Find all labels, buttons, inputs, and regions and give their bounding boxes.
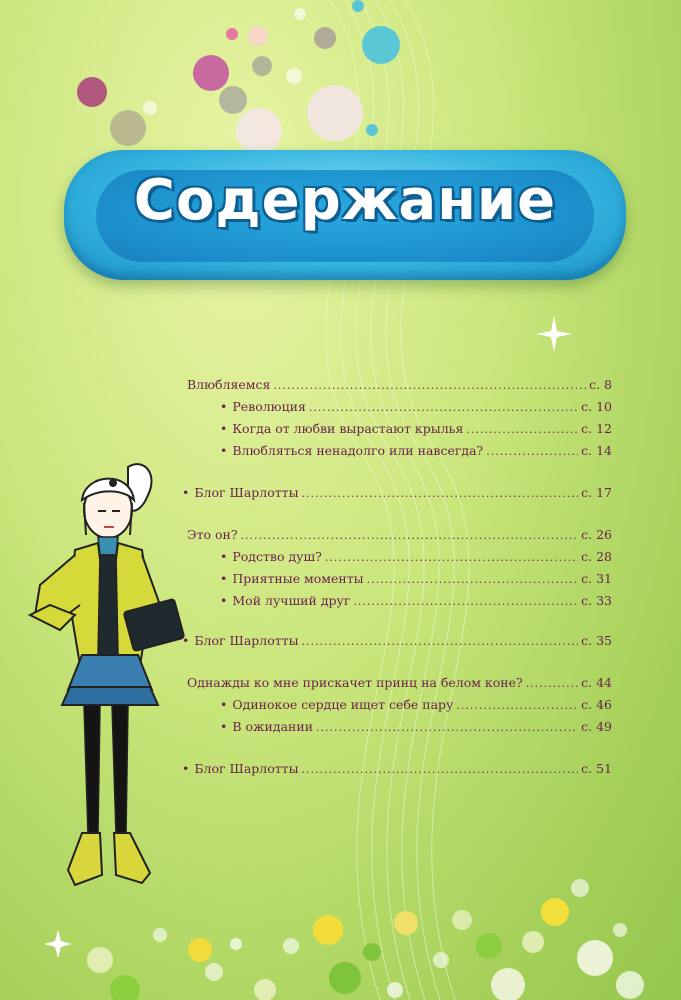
toc-entry xyxy=(182,675,612,695)
bottom-bubbles xyxy=(87,879,644,1000)
toc-entry xyxy=(182,571,612,591)
toc-leader-dots xyxy=(241,529,579,542)
toc-page-number: с. 44 xyxy=(581,675,612,690)
toc-entry xyxy=(182,633,612,653)
toc-page-number: с. 51 xyxy=(581,761,612,776)
toc-leader-dots xyxy=(456,699,578,712)
toc-entry-title: Одинокое сердце ищет себе пару xyxy=(232,697,454,712)
toc-page-number: с. 49 xyxy=(581,719,612,734)
toc-entry-title: Родство душ? xyxy=(232,549,322,564)
sparkle-icon xyxy=(536,316,572,352)
toc-bullet: • xyxy=(220,399,228,414)
toc-entry xyxy=(182,761,612,781)
toc-page-number: с. 46 xyxy=(581,697,612,712)
toc-entry-title: Когда от любви вырастают крылья xyxy=(232,421,464,436)
toc-bullet: • xyxy=(220,443,228,458)
toc-entry-title: В ожидании xyxy=(232,719,314,734)
toc-entry xyxy=(182,549,612,569)
toc-entry-title: Мой лучший друг xyxy=(232,593,351,608)
toc-entry xyxy=(182,593,612,613)
toc-bullet: • xyxy=(220,593,228,608)
toc-page-number: с. 28 xyxy=(581,549,612,564)
toc-bullet: • xyxy=(182,485,190,500)
toc-page-number: с. 10 xyxy=(581,399,612,414)
toc-page-number: с. 31 xyxy=(581,571,612,586)
toc-entry xyxy=(182,443,612,463)
toc-entry xyxy=(182,719,612,739)
toc-entry-title: Приятные моменты xyxy=(232,571,364,586)
toc-page-number: с. 14 xyxy=(581,443,612,458)
toc-page-number: с. 35 xyxy=(581,633,612,648)
toc-bullet: • xyxy=(220,549,228,564)
toc-leader-dots xyxy=(316,721,578,734)
toc-page-number: с. 17 xyxy=(581,485,612,500)
toc-entry-title: Блог Шарлотты xyxy=(194,761,299,776)
toc-leader-dots xyxy=(273,379,586,392)
toc-leader-dots xyxy=(466,423,578,436)
toc-bullet: • xyxy=(220,421,228,436)
toc-page-number: с. 8 xyxy=(589,377,612,392)
toc-leader-dots xyxy=(526,677,578,690)
toc-page-number: с. 33 xyxy=(581,593,612,608)
toc-entry-title: Влюбляемся xyxy=(187,377,271,392)
toc-page-number: с. 26 xyxy=(581,527,612,542)
toc-leader-dots xyxy=(302,487,579,500)
toc-bullet: • xyxy=(182,761,190,776)
toc-bullet: • xyxy=(220,719,228,734)
toc-leader-dots xyxy=(486,445,578,458)
girl-illustration xyxy=(20,455,195,895)
toc-entry xyxy=(182,527,612,547)
toc-leader-dots xyxy=(309,401,578,414)
toc-leader-dots xyxy=(302,763,579,776)
toc-entry-title: Это он? xyxy=(187,527,238,542)
toc-entry-title: Влюбляться ненадолго или навсегда? xyxy=(232,443,484,458)
toc-entry xyxy=(182,421,612,441)
toc-entry xyxy=(182,377,612,397)
toc-page-number: с. 12 xyxy=(581,421,612,436)
toc-entry-title: Однажды ко мне прискачет принц на белом коне? xyxy=(187,675,523,690)
toc-bullet: • xyxy=(220,697,228,712)
page-title: Содержание xyxy=(133,168,557,233)
toc-bullet: • xyxy=(182,633,190,648)
toc-leader-dots xyxy=(325,551,578,564)
toc-entry-title: Блог Шарлотты xyxy=(194,633,299,648)
toc-entry xyxy=(182,399,612,419)
toc-bullet: • xyxy=(220,571,228,586)
toc-entry-title: Революция xyxy=(232,399,306,414)
top-bubbles xyxy=(77,0,400,154)
small-sparkle-icon xyxy=(44,930,72,958)
toc-leader-dots xyxy=(353,595,578,608)
toc-entry xyxy=(182,485,612,505)
toc-leader-dots xyxy=(302,635,579,648)
toc-entry xyxy=(182,697,612,717)
toc-entry-title: Блог Шарлотты xyxy=(194,485,299,500)
toc-leader-dots xyxy=(367,573,579,586)
